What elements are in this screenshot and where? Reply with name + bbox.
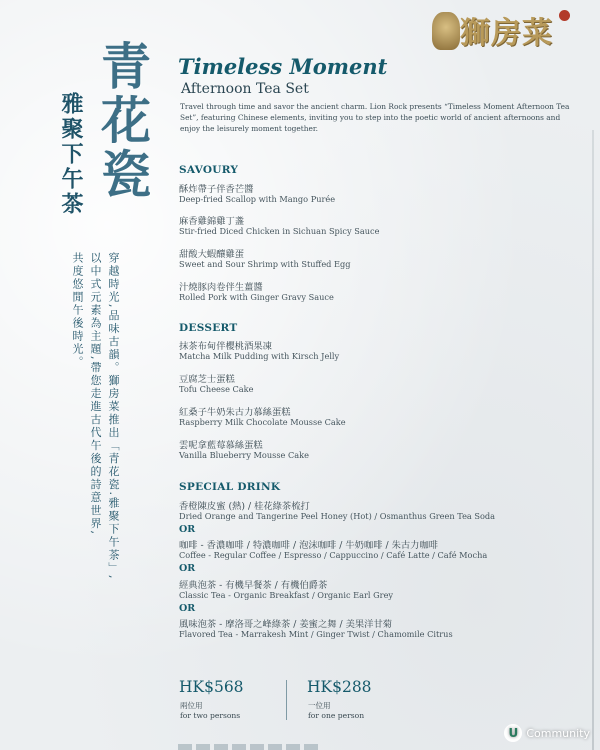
dessert-item-en: Tofu Cheese Cake (179, 384, 254, 394)
page-edge (592, 130, 594, 750)
savoury-item-zh: 甜酸大蝦釀雞蛋 (179, 249, 245, 260)
section-heading-savoury: SAVOURY (179, 164, 239, 176)
vertical-title: 青花瓷 (93, 40, 152, 202)
dessert-item-en: Raspberry Milk Chocolate Mousse Cake (179, 417, 346, 427)
watermark-text: Community (526, 726, 590, 740)
price-divider (286, 680, 287, 720)
savoury-item-zh: 汁燒豚肉卷伴生薑醬 (179, 282, 263, 293)
or-label: OR (179, 524, 196, 535)
drink-item-en: Dried Orange and Tangerine Peel Honey (Hot) / Osmanthus Green Tea Soda (179, 511, 496, 521)
price-one-person-zh: 一位用 (308, 701, 331, 710)
drink-item-zh: 咖啡 - 香濃咖啡 / 特濃咖啡 / 泡沫咖啡 / 牛奶咖啡 / 朱古力咖啡 (179, 540, 439, 551)
footer-text-fragment (178, 744, 318, 750)
dessert-item-en: Matcha Milk Pudding with Kirsch Jelly (179, 351, 340, 361)
drink-item-en: Classic Tea - Organic Breakfast / Organic Earl Grey (179, 590, 394, 600)
savoury-item-en: Sweet and Sour Shrimp with Stuffed Egg (179, 259, 351, 269)
menu-title: Timeless Moment (178, 54, 388, 79)
savoury-item-en: Stir-fried Diced Chicken in Sichuan Spicy Sauce (179, 226, 380, 236)
savoury-item-en: Rolled Pork with Ginger Gravy Sauce (179, 292, 334, 302)
price-one-person: HK$288 (307, 678, 372, 696)
drink-item-en: Coffee - Regular Coffee / Espresso / Cappuccino / Café Latte / Café Mocha (179, 550, 488, 560)
lion-emblem-icon (432, 12, 460, 50)
red-seal-icon (559, 10, 570, 21)
drink-item-en: Flavored Tea - Marrakesh Mint / Ginger Twist / Chamomile Citrus (179, 629, 453, 639)
drink-item-zh: 香橙陳皮蜜 (熱) / 桂花綠茶梳打 (179, 501, 310, 512)
brand-logo (432, 4, 572, 54)
savoury-item-zh: 酥炸帶子伴香芒醬 (179, 184, 254, 195)
dessert-item-zh: 抹茶布甸伴櫻桃酒果凍 (179, 341, 272, 352)
dessert-item-zh: 雲呢拿藍莓慕絲蛋糕 (179, 440, 263, 451)
u-logo-icon: U (504, 724, 522, 742)
vertical-line-3: 共度悠閒午後時光。 (71, 252, 84, 369)
price-two-persons-zh: 兩位用 (180, 701, 203, 710)
menu-subtitle: Afternoon Tea Set (181, 81, 309, 97)
drink-item-zh: 經典泡茶 - 有機早餐茶 / 有機伯爵茶 (179, 580, 328, 591)
price-two-persons: HK$568 (179, 678, 244, 696)
brand-logo-text: 獅房菜 (460, 16, 553, 51)
savoury-item-zh: 麻香雞錦雞丁盞 (179, 216, 245, 227)
vertical-line-2: 以中式元素為主題,帶您走進古代午後的詩意世界, (89, 252, 102, 536)
dessert-item-en: Vanilla Blueberry Mousse Cake (179, 450, 309, 460)
savoury-item-en: Deep-fried Scallop with Mango Purée (179, 194, 336, 204)
dessert-item-zh: 豆腐芝士蛋糕 (179, 374, 235, 385)
section-heading-dessert: DESSERT (179, 322, 238, 334)
dessert-item-zh: 紅桑子牛奶朱古力慕絲蛋糕 (179, 407, 291, 418)
drink-item-zh: 風味泡茶 - 摩洛哥之峰綠茶 / 姜蜜之舞 / 美果洋甘菊 (179, 619, 393, 630)
community-watermark (504, 724, 590, 742)
vertical-subtitle: 雅聚下午茶 (58, 92, 84, 217)
vertical-line-1: 穿越時光,品味古韻。獅房菜推出「青花瓷.雅聚下午茶」, (107, 252, 120, 581)
menu-intro: Travel through time and savor the ancient charm. Lion Rock presents “Timeless Moment Afternoon Tea Set”, featuring Chinese elements, inviting you to step into the poetic world of ancient afternoons and enjoy the leisurely moment together. (180, 102, 570, 133)
or-label: OR (179, 603, 196, 614)
price-two-persons-en: for two persons (180, 711, 241, 720)
section-heading-drink: SPECIAL DRINK (179, 481, 281, 493)
or-label: OR (179, 563, 196, 574)
price-one-person-en: for one person (308, 711, 365, 720)
